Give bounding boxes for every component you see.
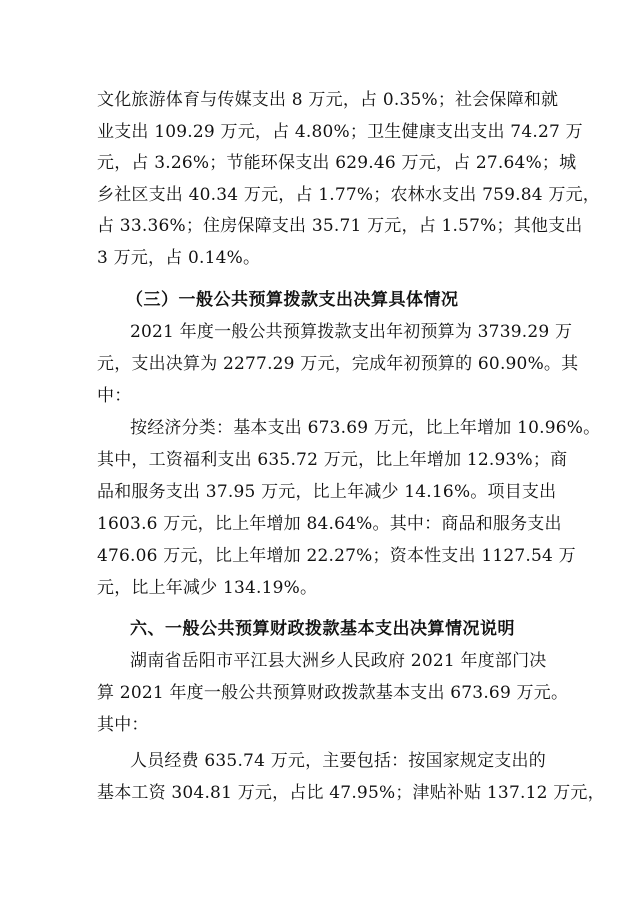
paragraph-line: 占 33.36%；住房保障支出 35.71 万元，占 1.57%；其他支出 xyxy=(97,216,583,236)
paragraph-line: 按经济分类：基本支出 673.69 万元，比上年增加 10.96%。 xyxy=(130,418,601,438)
paragraph-line: 元，支出决算为 2277.29 万元，完成年初预算的 60.90%。其 xyxy=(97,354,579,374)
paragraph-line: 元，占 3.26%；节能环保支出 629.46 万元，占 27.64%；城 xyxy=(97,153,577,173)
paragraph-line: 其中，工资福利支出 635.72 万元，比上年增加 12.93%；商 xyxy=(97,450,568,470)
paragraph-line: 算 2021 年度一般公共预算财政拨款基本支出 673.69 万元。 xyxy=(97,683,569,703)
paragraph-line: 1603.6 万元，比上年增加 84.64%。其中：商品和服务支出 xyxy=(97,514,562,534)
paragraph-line: 人员经费 635.74 万元，主要包括：按国家规定支出的 xyxy=(130,751,546,771)
paragraph-line: 其中： xyxy=(97,715,149,735)
paragraph-line: 湖南省岳阳市平江县大洲乡人民政府 2021 年度部门决 xyxy=(130,651,547,671)
paragraph-line: 品和服务支出 37.95 万元，比上年减少 14.16%。项目支出 xyxy=(97,482,557,502)
paragraph-line: 业支出 109.29 万元，占 4.80%；卫生健康支出支出 74.27 万 xyxy=(97,122,583,142)
paragraph-line: 中： xyxy=(97,386,132,406)
section-heading: （三）一般公共预算拨款支出决算具体情况 xyxy=(126,290,459,310)
paragraph-line: 2021 年度一般公共预算拨款支出年初预算为 3739.29 万 xyxy=(130,322,573,342)
paragraph-line: 文化旅游体育与传媒支出 8 万元，占 0.35%；社会保障和就 xyxy=(97,90,559,110)
paragraph-line: 基本工资 304.81 万元，占比 47.95%；津贴补贴 137.12 万元， xyxy=(97,783,605,803)
paragraph-line: 乡社区支出 40.34 万元，占 1.77%；农林水支出 759.84 万元， xyxy=(97,185,600,205)
paragraph-line: 476.06 万元，比上年增加 22.27%；资本性支出 1127.54 万 xyxy=(97,546,576,566)
section-heading: 六、一般公共预算财政拨款基本支出决算情况说明 xyxy=(130,619,515,639)
paragraph-line: 元，比上年减少 134.19%。 xyxy=(97,578,318,598)
paragraph-line: 3 万元，占 0.14%。 xyxy=(97,248,261,268)
